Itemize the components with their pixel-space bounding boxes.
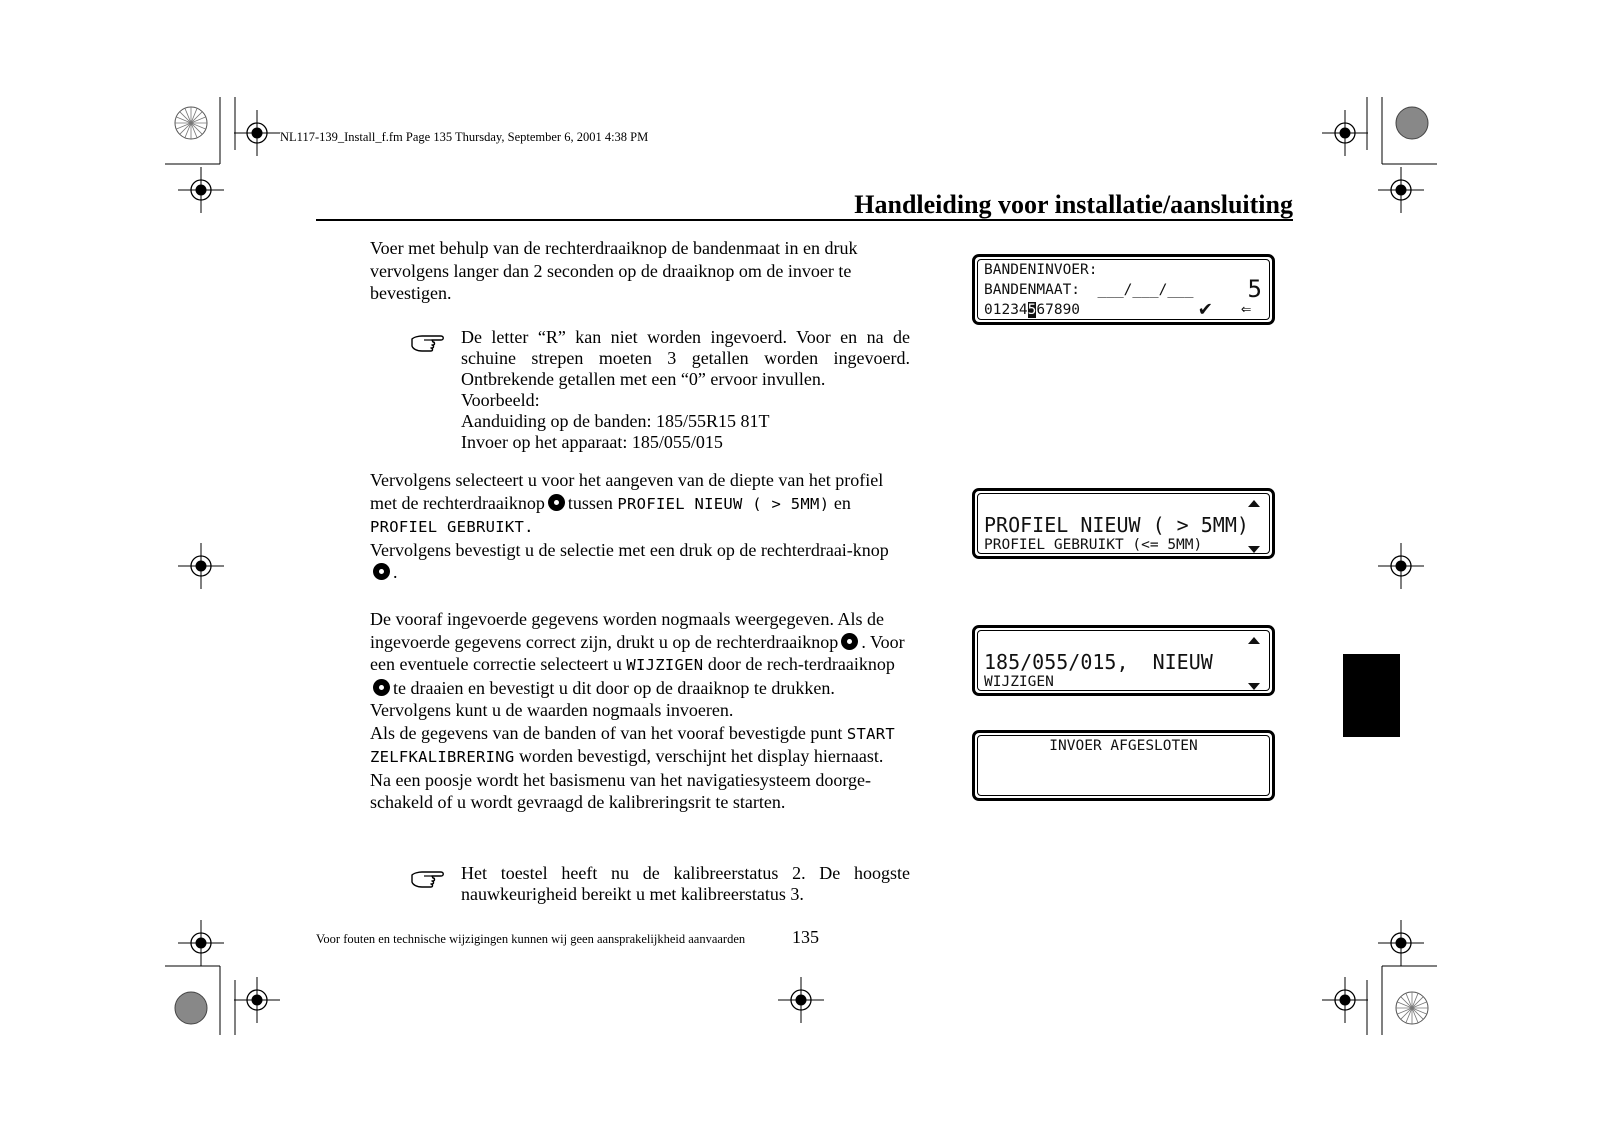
note-1-line-5: Aanduiding op de banden: 185/55R15 81T <box>461 411 770 431</box>
scroll-down-icon <box>1248 546 1260 553</box>
paragraph-3 <box>370 608 910 814</box>
p3-code-1: WIJZIGEN <box>626 656 704 674</box>
check-icon: ✔ <box>1199 296 1212 320</box>
p3-text-3: door de rech-terdraaiknop <box>707 654 895 674</box>
back-arrow-icon: ⇐ <box>1241 299 1252 319</box>
p2-text-2: tussen <box>567 492 613 513</box>
p2-text-3: en <box>833 492 851 513</box>
lcd-4-line-1: INVOER AFGESLOTEN <box>1049 738 1198 754</box>
lcd-1-line-3 <box>984 302 1080 318</box>
p3-code-2: START ZELFKALIBRERING <box>370 724 896 766</box>
p2-code-1: PROFIEL NIEUW ( > 5MM) <box>617 494 830 513</box>
chapter-tab <box>1343 654 1400 737</box>
pointing-hand-icon <box>410 866 446 890</box>
lcd-display-tyre-input <box>972 254 1275 325</box>
lcd-1-cursor: 5 <box>1027 302 1037 318</box>
p2-code-2: PROFIEL GEBRUIKT. <box>370 518 534 536</box>
p3-text-4: te draaien en bevestigt u dit door op de draaiknop te drukken. Vervolgens kunt u de waarden nogmaals invoeren. <box>370 677 835 720</box>
lcd-1-digits-left: 01234 <box>984 302 1028 318</box>
lcd-2-line-2: PROFIEL GEBRUIKT (<= 5MM) <box>984 537 1203 553</box>
p3-text-1: De vooraf ingevoerde gegevens worden nogmaals weergegeven. Als de ingevoerde gegevens correct zijn, drukt u op de rechterdraaiknop <box>370 609 884 652</box>
lcd-3-line-2: WIJZIGEN <box>984 674 1054 690</box>
note-1-line-3: Ontbrekende getallen met een “0” ervoor invullen. <box>461 369 826 389</box>
section-title: Handleiding voor installatie/aansluiting <box>854 190 1293 219</box>
scroll-down-icon <box>1248 683 1260 690</box>
lcd-1-line-2: BANDENMAAT: ___/___/___ <box>984 282 1194 298</box>
p2-text-5: . <box>393 562 398 582</box>
scroll-up-icon <box>1248 637 1260 644</box>
paragraph-2 <box>370 469 910 584</box>
rotary-knob-icon <box>373 679 390 696</box>
note-2 <box>461 863 910 905</box>
note-1-line-4: Voorbeeld: <box>461 390 540 410</box>
note-1-line-2: schuine strepen moeten 3 getallen worden ingevoerd. <box>461 348 910 368</box>
p2-text-4: Vervolgens bevestigt u de selectie met een druk op de rechterdraai-knop <box>370 539 889 560</box>
pointing-hand-icon <box>410 330 446 354</box>
title-rule <box>316 219 1293 221</box>
rotary-knob-icon <box>373 563 390 580</box>
lcd-display-summary <box>972 625 1275 696</box>
note-1-line-1: De letter “R” kan niet worden ingevoerd. Voor en na de <box>461 327 910 347</box>
paragraph-1: Voer met behulp van de rechterdraaiknop de bandenmaat in en druk vervolgens langer dan 2 seconden op de draaiknop om de invoer te bevestigen. <box>370 238 858 303</box>
lcd-display-finished <box>972 730 1275 801</box>
page-number: 135 <box>792 927 819 947</box>
rotary-knob-icon <box>841 633 858 650</box>
lcd-1-digits-right: 67890 <box>1036 302 1081 318</box>
lcd-1-line-1: BANDENINVOER: <box>984 262 1098 278</box>
p3-text-2: . Voor een eventuele correctie selecteert u <box>370 631 905 674</box>
lcd-2-line-1: PROFIEL NIEUW ( > 5MM) <box>984 513 1249 537</box>
note-2-line-1: Het toestel heeft nu de kalibreerstatus 2. De hoogste <box>461 863 910 883</box>
lcd-display-profile <box>972 488 1275 559</box>
file-header: NL117-139_Install_f.fm Page 135 Thursday, September 6, 2001 4:38 PM <box>280 130 649 144</box>
lcd-3-line-1: 185/055/015, NIEUW <box>984 650 1213 674</box>
scroll-up-icon <box>1248 500 1260 507</box>
rotary-knob-icon <box>548 494 565 511</box>
footer-disclaimer: Voor fouten en technische wijzigingen kunnen wij geen aansprakelijkheid aanvaarden <box>316 932 746 946</box>
note-2-line-2: nauwkeurigheid bereikt u met kalibreerstatus 3. <box>461 884 804 904</box>
lcd-1-digit: 5 <box>1247 275 1262 303</box>
p3-text-5: Als de gegevens van de banden of van het vooraf bevestigde punt <box>370 722 843 743</box>
note-1 <box>461 327 910 453</box>
p3-text-6: worden bevestigd, verschijnt het display hiernaast. <box>518 746 884 766</box>
note-1-line-6: Invoer op het apparaat: 185/055/015 <box>461 432 723 452</box>
p2-text-1: Vervolgens selecteert u voor het aangeven van de diepte van het profiel met de rechterdraaiknop <box>370 470 884 513</box>
p3-text-7: Na een poosje wordt het basismenu van het navigatiesysteem doorge-schakeld of u wordt gevraagd de kalibreringsrit te starten. <box>370 769 872 812</box>
